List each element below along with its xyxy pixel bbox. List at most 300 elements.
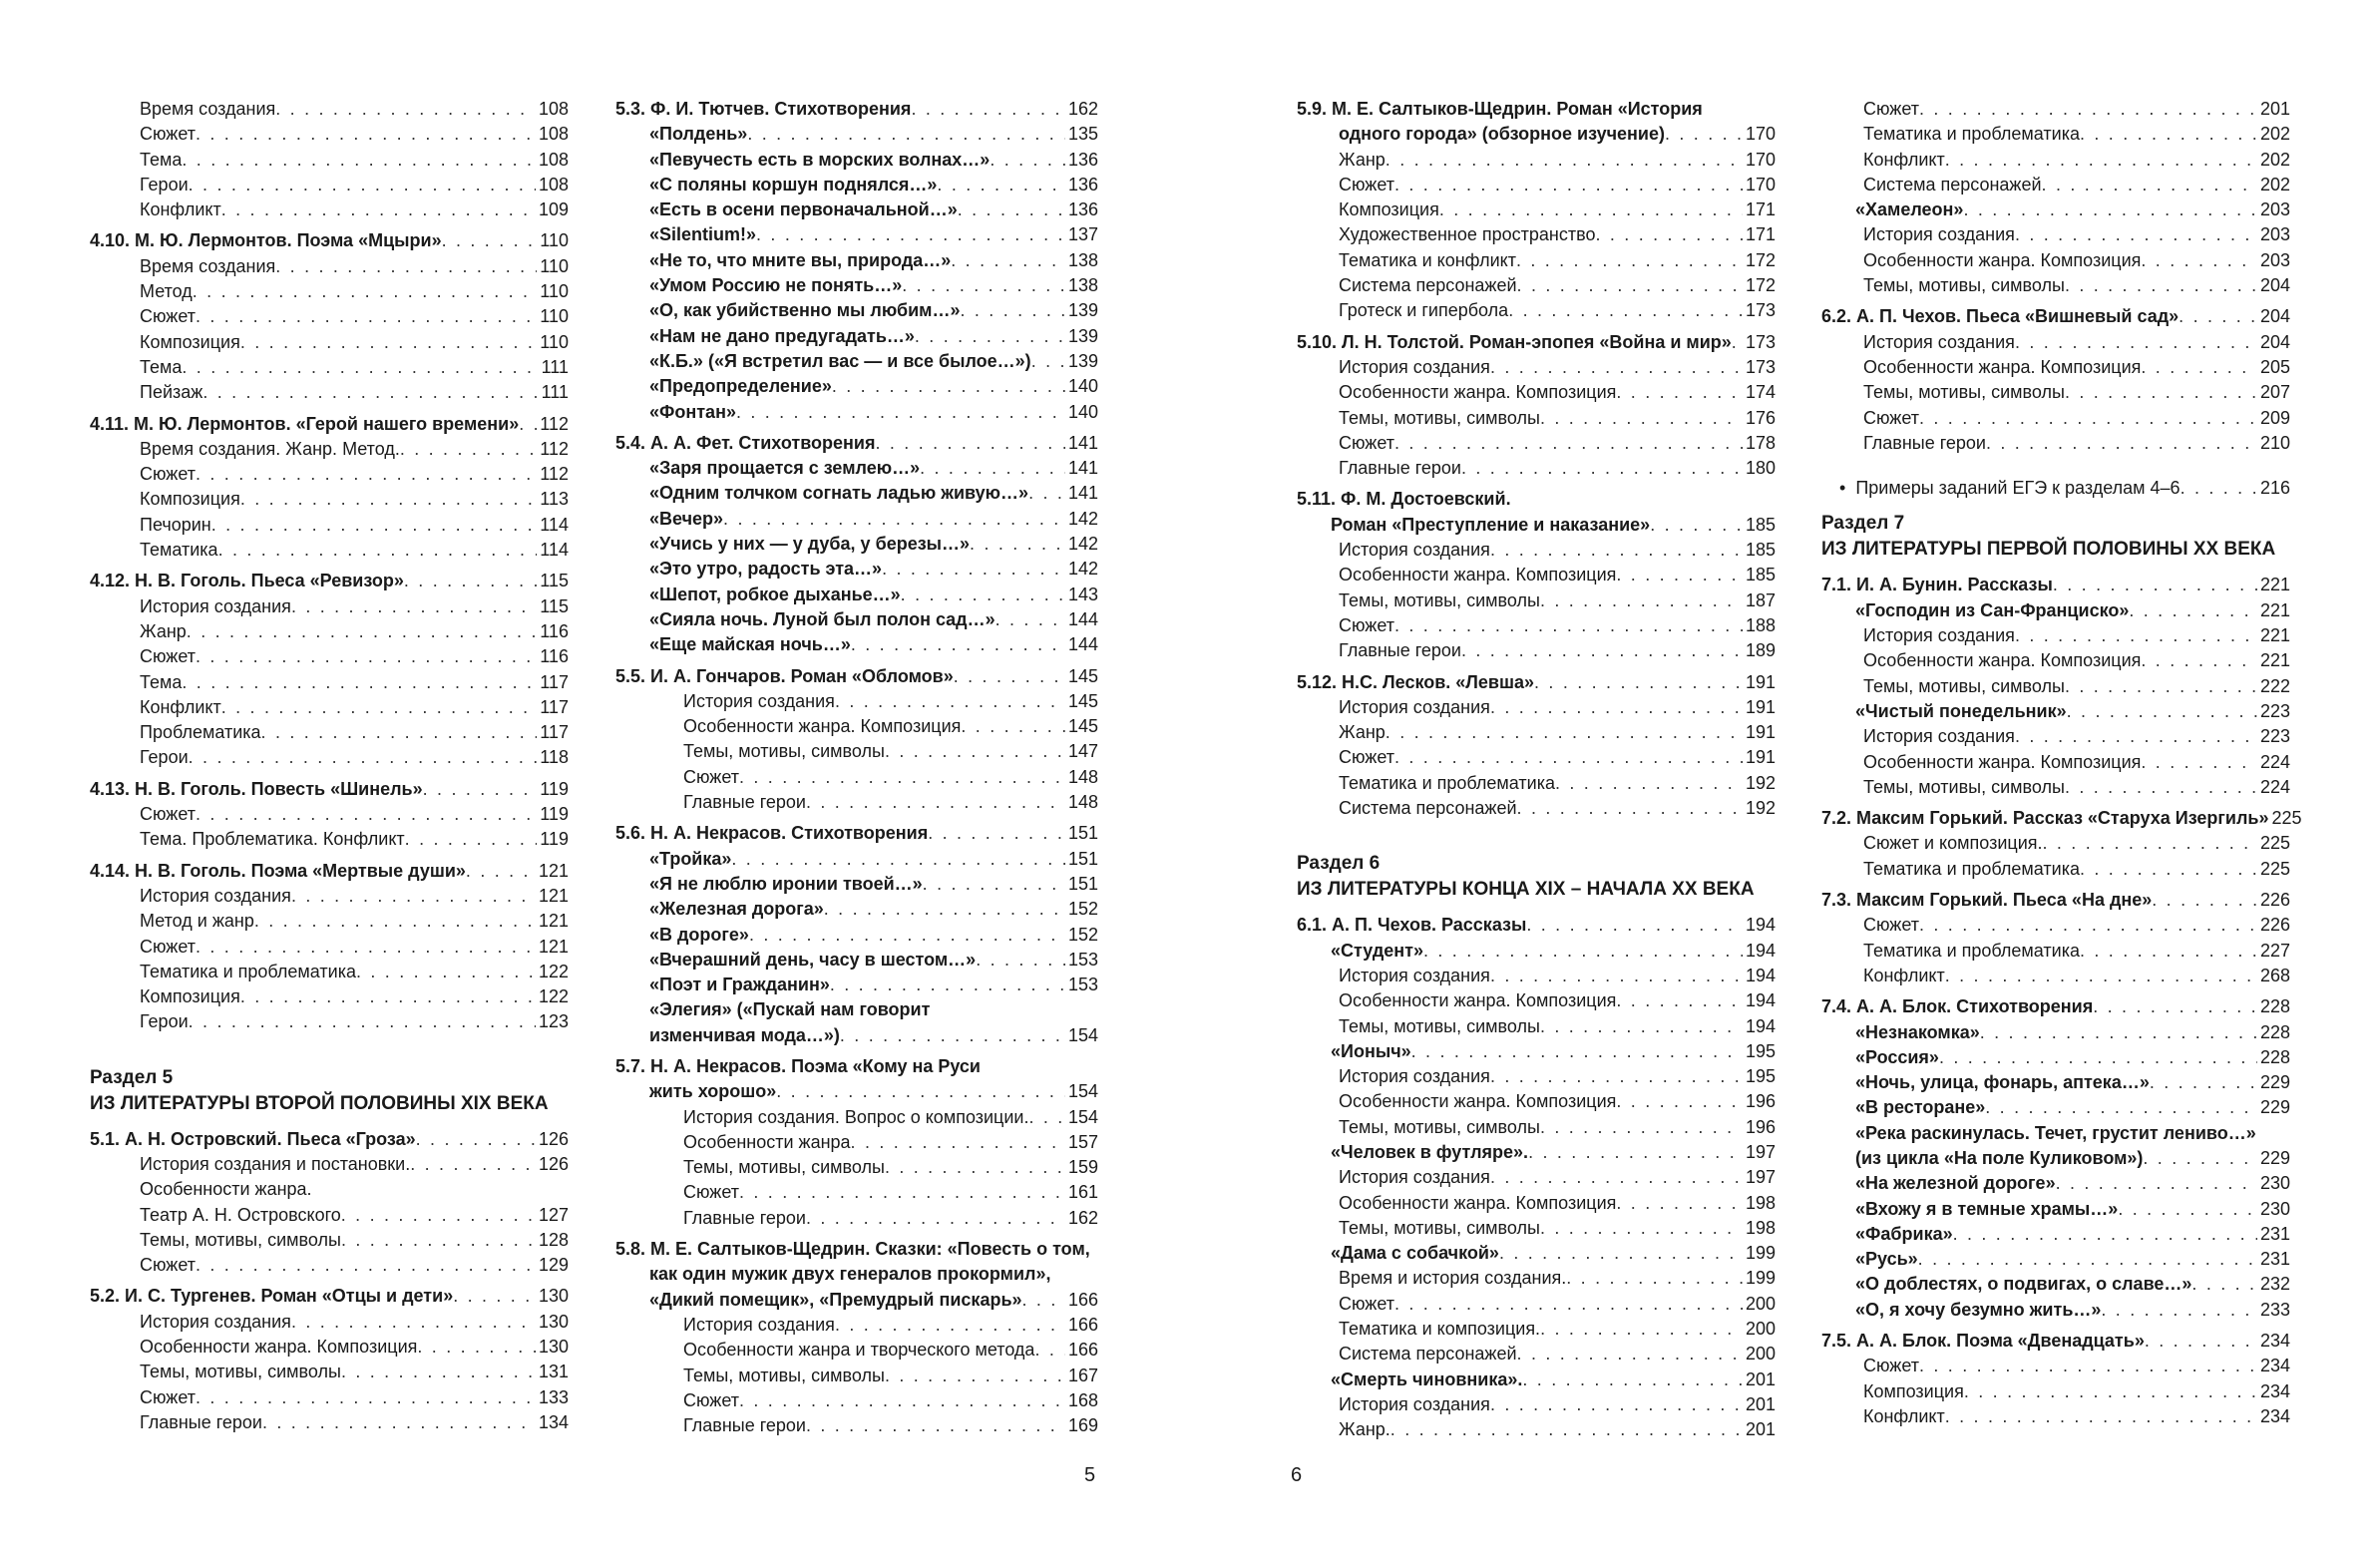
toc-entry bbox=[615, 1155, 1098, 1180]
toc-entry bbox=[1297, 431, 1776, 456]
toc-entry bbox=[1297, 1292, 1776, 1317]
toc-entry bbox=[615, 1206, 1098, 1231]
toc-entry-title: «Есть в осени первоначальной…» bbox=[649, 199, 958, 220]
toc-entry-title: Время и история создания. bbox=[1339, 1268, 1567, 1289]
toc-entry-title: Особенности жанра. Композиция bbox=[1863, 249, 2142, 270]
toc-page-number: 192 bbox=[1745, 798, 1776, 819]
dot-leader bbox=[1945, 964, 2257, 988]
toc-page-number: 185 bbox=[1745, 514, 1776, 535]
toc-page-number: 185 bbox=[1745, 565, 1776, 585]
dot-leader bbox=[202, 380, 538, 405]
dot-leader bbox=[2065, 380, 2257, 405]
toc-entry-title: «Ночь, улица, фонарь, аптека…» bbox=[1855, 1072, 2150, 1093]
toc-chapter-entry bbox=[1297, 1039, 1776, 1064]
dot-leader bbox=[2043, 831, 2257, 856]
toc-entry bbox=[90, 984, 569, 1009]
toc-page-number: 127 bbox=[538, 1204, 569, 1225]
toc-entry-line: 5.11. Ф. М. Достоевский. bbox=[1297, 489, 1511, 510]
toc-page-number: 230 bbox=[2259, 1173, 2290, 1194]
dot-leader bbox=[1939, 1045, 2257, 1070]
dot-leader bbox=[1919, 406, 2257, 431]
dot-leader bbox=[1526, 913, 1743, 938]
toc-chapter-entry bbox=[1821, 1247, 2290, 1272]
toc-page-number: 152 bbox=[1067, 899, 1098, 920]
toc-entry-title: «Умом Россию не понять…» bbox=[649, 275, 903, 296]
toc-entry bbox=[90, 148, 569, 173]
toc-entry bbox=[1821, 913, 2290, 938]
dot-leader bbox=[882, 557, 1065, 582]
dot-leader bbox=[960, 298, 1064, 323]
dot-leader bbox=[1534, 670, 1743, 695]
toc-entry-title: 5.5. И. А. Гончаров. Роман «Обломов» bbox=[615, 665, 954, 686]
toc-page-number: 116 bbox=[540, 646, 569, 667]
toc-entry-title: Проблематика bbox=[140, 722, 261, 743]
dot-leader bbox=[2067, 699, 2257, 724]
toc-chapter-entry bbox=[615, 400, 1098, 425]
toc-entry bbox=[1821, 380, 2290, 405]
toc-entry-title: Темы, мотивы, символы bbox=[1339, 1116, 1540, 1137]
dot-leader bbox=[739, 1180, 1065, 1205]
dot-leader bbox=[1566, 1266, 1743, 1291]
toc-entry bbox=[1821, 97, 2290, 122]
dot-leader bbox=[1616, 563, 1743, 587]
toc-chapter-entry bbox=[1821, 888, 2290, 913]
toc-entry-title: Особенности жанра. Композиция bbox=[1863, 751, 2142, 772]
toc-page-number: 159 bbox=[1067, 1157, 1098, 1178]
toc-chapter-entry bbox=[615, 923, 1098, 948]
dot-leader bbox=[851, 1130, 1065, 1155]
toc-entry-line: 5.7. Н. А. Некрасов. Поэма «Кому на Руси bbox=[615, 1055, 981, 1076]
toc-entry bbox=[90, 197, 569, 222]
dot-leader bbox=[1616, 1191, 1743, 1216]
toc-chapter-entry bbox=[615, 248, 1098, 273]
toc-page-number: 203 bbox=[2259, 249, 2290, 270]
toc-entry-title: Система персонажей bbox=[1339, 1344, 1517, 1365]
toc-entry-title: Тема bbox=[140, 671, 183, 692]
toc-page-number: 168 bbox=[1067, 1389, 1098, 1410]
toc-entry bbox=[1297, 1392, 1776, 1417]
toc-page-number: 145 bbox=[1067, 716, 1098, 737]
toc-entry bbox=[1297, 1417, 1776, 1442]
dot-leader bbox=[2141, 248, 2257, 273]
dot-leader bbox=[970, 532, 1065, 557]
toc-entry-title: Сюжет bbox=[1339, 174, 1394, 195]
dot-leader bbox=[1919, 913, 2257, 938]
toc-entry-title: Темы, мотивы, символы bbox=[1863, 275, 2065, 296]
toc-entry-title: «Silentium!» bbox=[649, 224, 757, 245]
toc-entry-title: История создания bbox=[1863, 224, 2015, 245]
dot-leader bbox=[1490, 1165, 1743, 1190]
dot-leader bbox=[923, 872, 1065, 897]
toc-page-number: 170 bbox=[1745, 174, 1776, 195]
toc-chapter-entry bbox=[615, 456, 1098, 481]
toc-entry bbox=[1821, 857, 2290, 882]
toc-page-number: 171 bbox=[1745, 224, 1776, 245]
toc-page-number: 200 bbox=[1745, 1344, 1776, 1365]
toc-page-number: 111 bbox=[541, 356, 569, 377]
toc-entry-title: Сюжет bbox=[1863, 915, 1919, 936]
toc-page-number: 114 bbox=[540, 540, 569, 561]
toc-entry-title: История создания. Вопрос о композиции. bbox=[683, 1106, 1029, 1127]
toc-chapter-entry bbox=[615, 872, 1098, 897]
toc-entry-title: Сюжет bbox=[140, 1386, 196, 1407]
toc-chapter-entry bbox=[1821, 1020, 2290, 1045]
toc-page-number: 191 bbox=[1745, 722, 1776, 743]
toc-entry bbox=[90, 960, 569, 984]
toc-entry-title: Сюжет bbox=[1863, 1356, 1919, 1376]
toc-page-number: 119 bbox=[540, 804, 569, 825]
dot-leader bbox=[1616, 1089, 1743, 1114]
toc-entry bbox=[90, 1228, 569, 1253]
toc-entry-title: Система персонажей bbox=[1339, 798, 1517, 819]
toc-entry bbox=[90, 644, 569, 669]
toc-column-2 bbox=[615, 97, 1098, 1438]
toc-page-number: 173 bbox=[1745, 356, 1776, 377]
toc-entry bbox=[615, 1313, 1098, 1338]
toc-page-number: 147 bbox=[1067, 741, 1098, 762]
toc-entry bbox=[1821, 273, 2290, 298]
toc-entry bbox=[90, 935, 569, 960]
dot-leader bbox=[1490, 1392, 1743, 1417]
toc-page-number: 203 bbox=[2259, 199, 2290, 220]
dot-leader bbox=[189, 1009, 536, 1034]
toc-chapter-entry bbox=[90, 1284, 569, 1309]
toc-entry bbox=[1821, 330, 2290, 355]
toc-page-number: 228 bbox=[2259, 1021, 2290, 1042]
toc-page-number: 161 bbox=[1067, 1182, 1098, 1203]
toc-page-number: 157 bbox=[1067, 1131, 1098, 1152]
toc-entry-title: 5.12. Н.С. Лесков. «Левша» bbox=[1297, 671, 1535, 692]
dot-leader bbox=[875, 431, 1064, 456]
toc-column-1 bbox=[90, 97, 569, 1435]
dot-leader bbox=[193, 279, 538, 304]
toc-chapter-entry bbox=[1821, 1272, 2290, 1297]
dot-leader bbox=[196, 122, 536, 147]
toc-page-number: 122 bbox=[538, 961, 569, 981]
dot-leader bbox=[1540, 1317, 1743, 1342]
toc-page-number: 187 bbox=[1745, 589, 1776, 610]
toc-entry-title: Конфликт bbox=[140, 199, 221, 220]
toc-page-number: 117 bbox=[540, 722, 569, 743]
toc-page-number: 139 bbox=[1067, 300, 1098, 321]
toc-entry-title: Театр А. Н. Островского bbox=[140, 1204, 341, 1225]
toc-chapter-entry bbox=[1821, 1222, 2290, 1247]
dot-leader bbox=[1945, 1404, 2257, 1429]
toc-entry-title: Главные герои bbox=[683, 792, 806, 813]
dot-leader bbox=[2065, 775, 2257, 800]
toc-entry-title: Главные герои bbox=[1339, 640, 1461, 661]
dot-leader bbox=[990, 148, 1065, 173]
dot-leader bbox=[1517, 1342, 1743, 1366]
toc-entry-title: Метод bbox=[140, 281, 193, 302]
toc-page-number: 113 bbox=[540, 489, 569, 510]
toc-page-number: 145 bbox=[1067, 690, 1098, 711]
toc-chapter-entry bbox=[615, 583, 1098, 607]
toc-entry-title: Особенности жанра. Композиция bbox=[1339, 1091, 1617, 1112]
toc-page-number: 148 bbox=[1067, 766, 1098, 787]
dot-leader bbox=[1439, 197, 1743, 222]
toc-chapter-entry bbox=[615, 607, 1098, 632]
toc-entry-title: «Россия» bbox=[1855, 1046, 1939, 1067]
dot-leader bbox=[2152, 888, 2257, 913]
dot-leader bbox=[196, 462, 537, 487]
dot-leader bbox=[1490, 355, 1743, 380]
dot-leader bbox=[356, 960, 536, 984]
toc-chapter-entry bbox=[615, 847, 1098, 872]
toc-entry-title: Особенности жанра. Композиция bbox=[1863, 356, 2142, 377]
toc-entry-title: Темы, мотивы, символы bbox=[140, 1362, 341, 1382]
toc-entry bbox=[1821, 1354, 2290, 1378]
toc-page-number: 116 bbox=[540, 620, 569, 641]
toc-chapter-entry bbox=[615, 273, 1098, 298]
dot-leader bbox=[1986, 431, 2257, 456]
toc-entry-title: Тематика и композиция. bbox=[1339, 1319, 1541, 1340]
toc-entry bbox=[90, 304, 569, 329]
toc-entry-title: Сюжет bbox=[683, 1182, 739, 1203]
toc-page-number: 154 bbox=[1067, 1024, 1098, 1045]
toc-page-number: 170 bbox=[1745, 149, 1776, 170]
toc-entry-title: История создания bbox=[683, 690, 835, 711]
toc-entry-title: История создания bbox=[140, 1311, 291, 1332]
toc-page-number: 143 bbox=[1067, 584, 1098, 604]
toc-entry-title: «Тройка» bbox=[649, 848, 732, 869]
toc-column-3 bbox=[1297, 97, 1776, 1443]
dot-leader bbox=[1616, 988, 1743, 1013]
dot-leader bbox=[1522, 1367, 1743, 1392]
dot-leader bbox=[2056, 1171, 2257, 1196]
toc-chapter-entry bbox=[615, 1288, 1098, 1313]
toc-page-number: 138 bbox=[1067, 249, 1098, 270]
toc-page-number: 142 bbox=[1067, 559, 1098, 580]
toc-entry bbox=[90, 1203, 569, 1228]
toc-entry bbox=[1821, 122, 2290, 147]
toc-entry-title: Особенности жанра. Композиция bbox=[1339, 990, 1617, 1011]
dot-leader bbox=[1985, 1095, 2257, 1120]
toc-entry bbox=[1297, 1089, 1776, 1114]
dot-leader bbox=[1919, 1354, 2257, 1378]
dot-leader bbox=[466, 859, 536, 884]
toc-entry bbox=[1297, 173, 1776, 197]
toc-page-number: 112 bbox=[540, 438, 569, 459]
dot-leader bbox=[776, 1079, 1065, 1104]
toc-entry-title: «Дикий помещик», «Премудрый пискарь» bbox=[649, 1289, 1022, 1310]
toc-entry bbox=[615, 1388, 1098, 1413]
toc-entry-title: Сюжет bbox=[140, 1255, 196, 1276]
toc-entry bbox=[1821, 173, 2290, 197]
dot-leader bbox=[2150, 1070, 2257, 1095]
dot-leader bbox=[1919, 97, 2257, 122]
toc-entry-title: 4.12. Н. В. Гоголь. Пьеса «Ревизор» bbox=[90, 571, 404, 591]
toc-page-number: 172 bbox=[1745, 249, 1776, 270]
dot-leader bbox=[937, 173, 1065, 197]
toc-page-number: 141 bbox=[1067, 483, 1098, 504]
toc-entry-title: История создания bbox=[1863, 726, 2015, 747]
toc-entry-title: «Поэт и Гражданин» bbox=[649, 975, 830, 995]
toc-entry-title: Время создания. Жанр. Метод. bbox=[140, 438, 400, 459]
toc-entry-title: «Дама с собачкой» bbox=[1331, 1243, 1499, 1264]
toc-entry-title: Печорин bbox=[140, 514, 211, 535]
toc-chapter-entry bbox=[615, 821, 1098, 846]
dot-leader bbox=[405, 827, 538, 852]
toc-chapter-entry bbox=[615, 1023, 1098, 1048]
toc-entry-title: Жанр bbox=[1339, 149, 1386, 170]
dot-leader bbox=[2065, 674, 2257, 699]
toc-chapter-entry bbox=[1821, 994, 2290, 1019]
toc-entry-title: Сюжет bbox=[140, 464, 196, 485]
toc-entry-title: 7.3. Максим Горький. Пьеса «На дне» bbox=[1821, 890, 2153, 911]
dot-leader bbox=[2101, 1298, 2257, 1323]
toc-page-number: 109 bbox=[538, 199, 569, 220]
toc-entry bbox=[1821, 222, 2290, 247]
toc-page-number: 191 bbox=[1745, 747, 1776, 768]
toc-entry-title: «Чистый понедельник» bbox=[1855, 700, 2067, 721]
toc-entry bbox=[1297, 298, 1776, 323]
toc-page-number: 151 bbox=[1067, 848, 1098, 869]
toc-entry-title: Жанр bbox=[140, 620, 187, 641]
toc-entry-title: Тематика и проблематика bbox=[1863, 858, 2080, 879]
toc-chapter-entry bbox=[1821, 1197, 2290, 1222]
toc-entry bbox=[90, 670, 569, 695]
toc-entry bbox=[90, 538, 569, 563]
dot-leader bbox=[840, 1023, 1065, 1048]
toc-entry-title: Особенности жанра. Композиция bbox=[1339, 1192, 1617, 1213]
toc-entry-title: Главные герои bbox=[140, 1411, 262, 1432]
toc-entry-title: «Еще майская ночь…» bbox=[649, 634, 851, 655]
dot-leader bbox=[240, 487, 537, 512]
toc-entry bbox=[1821, 964, 2290, 988]
toc-page-number: 204 bbox=[2259, 306, 2290, 327]
toc-entry-title: «В дороге» bbox=[649, 924, 749, 945]
toc-page-number: 230 bbox=[2259, 1198, 2290, 1219]
toc-chapter-entry bbox=[1297, 1241, 1776, 1266]
dot-leader bbox=[291, 884, 536, 909]
page-number-left: 5 bbox=[1084, 1464, 1096, 1486]
toc-entry-title: Темы, мотивы, символы bbox=[1339, 1217, 1540, 1238]
toc-page-number: 119 bbox=[540, 778, 569, 799]
toc-page-number: 126 bbox=[538, 1153, 569, 1174]
dot-leader bbox=[976, 948, 1065, 973]
dot-leader bbox=[731, 847, 1065, 872]
toc-entry bbox=[1297, 613, 1776, 638]
toc-entry-title: Сюжет и композиция. bbox=[1863, 833, 2043, 854]
toc-page-number: 135 bbox=[1067, 124, 1098, 145]
dot-leader bbox=[2181, 476, 2257, 501]
toc-entry-title: Конфликт bbox=[1863, 1405, 1945, 1426]
toc-entry-title: 5.4. А. А. Фет. Стихотворения bbox=[615, 432, 876, 453]
dot-leader bbox=[885, 1155, 1065, 1180]
toc-page-number: 176 bbox=[1745, 407, 1776, 428]
toc-chapter-entry bbox=[1297, 513, 1776, 538]
dot-leader bbox=[218, 538, 538, 563]
dot-leader bbox=[749, 923, 1065, 948]
toc-entry-title: «Ионыч» bbox=[1331, 1040, 1411, 1061]
toc-entry-title: История создания bbox=[140, 885, 291, 906]
toc-entry bbox=[1821, 148, 2290, 173]
toc-chapter-entry bbox=[90, 569, 569, 593]
toc-entry-title: Конфликт bbox=[1863, 965, 1945, 985]
dot-leader bbox=[830, 973, 1065, 997]
toc-entry-title: Композиция bbox=[140, 986, 240, 1007]
toc-entry-title: История создания bbox=[1863, 331, 2015, 352]
dot-leader bbox=[954, 664, 1065, 689]
dot-leader bbox=[1028, 481, 1065, 506]
dot-leader bbox=[1540, 588, 1743, 613]
toc-page-number: 233 bbox=[2259, 1299, 2290, 1320]
toc-entry bbox=[1821, 248, 2290, 273]
toc-chapter-entry bbox=[1821, 1329, 2290, 1354]
toc-entry bbox=[1821, 674, 2290, 699]
toc-page-number: 110 bbox=[540, 255, 569, 276]
toc-chapter-entry bbox=[615, 664, 1098, 689]
dot-leader bbox=[1953, 1222, 2257, 1247]
toc-chapter-entry bbox=[615, 97, 1098, 122]
toc-entry bbox=[90, 1360, 569, 1384]
dot-leader bbox=[835, 1313, 1065, 1338]
toc-entry-title: Темы, мотивы, символы bbox=[683, 1157, 885, 1178]
dot-leader bbox=[1490, 964, 1743, 988]
toc-page-number: 117 bbox=[540, 696, 569, 717]
dot-leader bbox=[739, 1388, 1065, 1413]
toc-entry-title: Тематика bbox=[140, 540, 218, 561]
dot-leader bbox=[901, 583, 1065, 607]
toc-entry bbox=[90, 1410, 569, 1435]
toc-chapter-entry bbox=[1297, 1367, 1776, 1392]
toc-page-number: 166 bbox=[1067, 1289, 1098, 1310]
toc-page-number: 189 bbox=[1745, 640, 1776, 661]
toc-chapter-entry bbox=[90, 859, 569, 884]
toc-entry bbox=[1297, 1317, 1776, 1342]
dot-leader bbox=[958, 197, 1065, 222]
toc-page-number: 121 bbox=[538, 911, 569, 932]
toc-entry-title: 5.1. А. Н. Островский. Пьеса «Гроза» bbox=[90, 1128, 416, 1149]
toc-page-number: 202 bbox=[2259, 149, 2290, 170]
dot-leader bbox=[275, 97, 536, 122]
toc-entry-title: «Вчерашний день, часу в шестом…» bbox=[649, 949, 977, 970]
toc-entry-title: Темы, мотивы, символы bbox=[683, 1365, 885, 1385]
dot-leader bbox=[410, 1152, 536, 1177]
dot-leader bbox=[2065, 273, 2257, 298]
toc-page-number: 199 bbox=[1745, 1268, 1776, 1289]
toc-page-number: 178 bbox=[1745, 432, 1776, 453]
toc-entry bbox=[1297, 563, 1776, 587]
toc-entry-title: 4.10. М. Ю. Лермонтов. Поэма «Мцыри» bbox=[90, 230, 442, 251]
toc-entry-title: Темы, мотивы, символы bbox=[140, 1229, 341, 1250]
toc-entry-title: Система персонажей bbox=[1339, 275, 1517, 296]
toc-entry bbox=[1297, 148, 1776, 173]
toc-page-number: 207 bbox=[2259, 382, 2290, 403]
toc-entry-title: История создания bbox=[1339, 1066, 1490, 1087]
toc-entry-title: Пейзаж bbox=[140, 382, 203, 403]
toc-page-number: 185 bbox=[1745, 540, 1776, 561]
toc-entry-title: История создания bbox=[1339, 540, 1490, 561]
toc-entry-title: (из цикла «На поле Куликовом») bbox=[1855, 1147, 2144, 1168]
toc-entry-title: Конфликт bbox=[140, 696, 221, 717]
dot-leader bbox=[1034, 1338, 1065, 1363]
toc-chapter-entry bbox=[615, 557, 1098, 582]
toc-page-number: 195 bbox=[1745, 1040, 1776, 1061]
toc-entry bbox=[1297, 988, 1776, 1013]
toc-entry-title: «Смерть чиновника». bbox=[1331, 1368, 1523, 1389]
toc-entry bbox=[1297, 538, 1776, 563]
dot-leader bbox=[291, 594, 537, 619]
toc-chapter-entry bbox=[615, 197, 1098, 222]
toc-page-number: 188 bbox=[1745, 614, 1776, 635]
toc-entry-title: Темы, мотивы, символы bbox=[1339, 1015, 1540, 1036]
toc-page-number: 145 bbox=[1067, 665, 1098, 686]
toc-page-number: 227 bbox=[2259, 940, 2290, 961]
toc-entry-title: Сюжет bbox=[140, 804, 196, 825]
toc-entry-title: «Господин из Сан-Франциско» bbox=[1855, 599, 2130, 620]
